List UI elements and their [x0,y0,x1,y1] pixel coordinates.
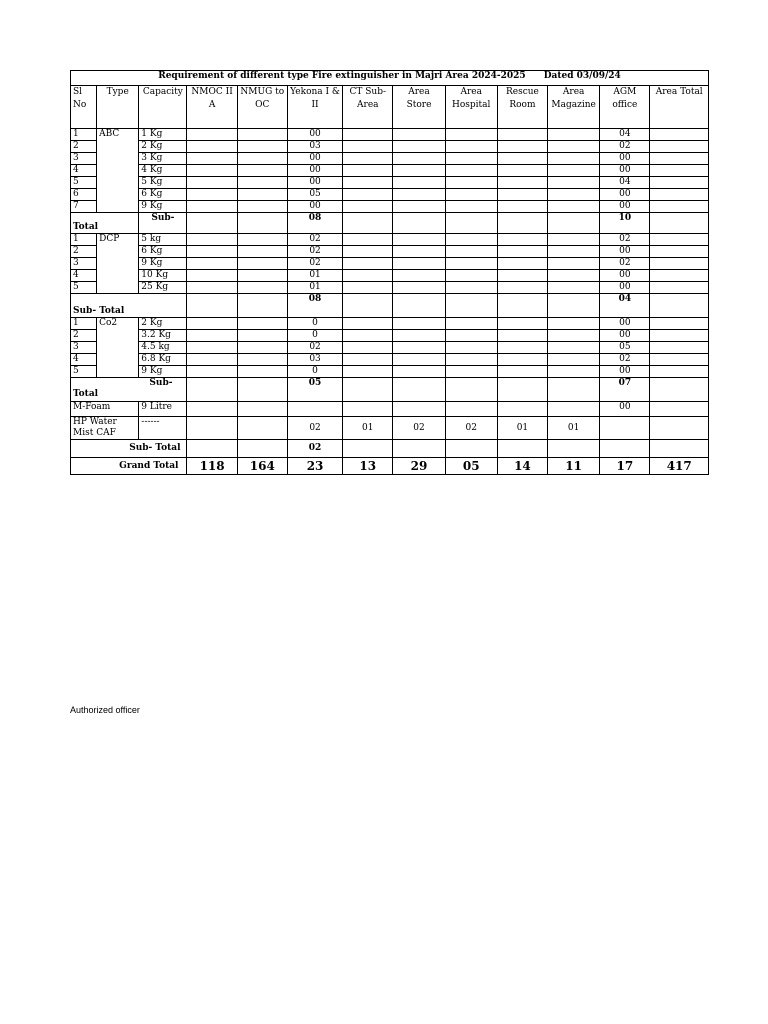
dcp-row [71,246,709,258]
dcp-yekona: 02 [287,234,342,246]
co2-row [71,366,709,378]
col-header-type: Type [97,86,139,129]
dcp-yekona: 02 [287,246,342,258]
abc-capacity: 3 Kg [139,153,187,165]
abc-subtotal-yekona: 08 [287,213,342,234]
hp-subtotal-yekona: 02 [287,440,342,458]
abc-agm: 00 [600,153,650,165]
abc-row [71,153,709,165]
grand-total-nmoc: 118 [187,458,237,475]
dcp-row [71,282,709,294]
abc-sl: 4 [71,165,97,177]
co2-agm: 02 [600,354,650,366]
foam-row [71,402,709,417]
abc-capacity: 2 Kg [139,141,187,153]
dcp-row [71,234,709,246]
abc-subtotal-label-a: Sub- [139,213,187,234]
abc-capacity: 1 Kg [139,129,187,141]
abc-agm: 04 [600,129,650,141]
col-header-sl: Sl No [71,86,97,129]
abc-sl: 2 [71,141,97,153]
grand-total-magazine: 11 [548,458,600,475]
hp-capacity: ------ [139,417,187,440]
co2-subtotal-row [71,378,709,402]
co2-yekona: 0 [287,318,342,330]
abc-row [71,165,709,177]
abc-yekona: 00 [287,129,342,141]
dcp-capacity: 9 Kg [139,258,187,270]
co2-yekona: 0 [287,366,342,378]
abc-yekona: 05 [287,189,342,201]
co2-capacity: 2 Kg [139,318,187,330]
dcp-capacity: 25 Kg [139,282,187,294]
foam-type: M-Foam [71,402,139,417]
dcp-section [71,234,709,294]
abc-sl: 1 [71,129,97,141]
co2-yekona: 0 [287,330,342,342]
co2-capacity: 4.5 kg [139,342,187,354]
hp-yekona: 02 [287,417,342,440]
col-header-agm-office: AGM office [600,86,650,129]
col-header-nmoc: NMOC II A [187,86,237,129]
grand-total-row [71,458,709,475]
co2-agm: 00 [600,330,650,342]
abc-section [71,129,709,213]
abc-sl: 3 [71,153,97,165]
abc-row [71,189,709,201]
co2-capacity: 3.2 Kg [139,330,187,342]
dated-text: Dated 03/09/24 [543,71,621,81]
col-header-rescue-room: Rescue Room [497,86,547,129]
abc-subtotal-label-b: Total [73,222,99,232]
co2-yekona: 03 [287,354,342,366]
co2-row [71,318,709,330]
col-header-area-store: Area Store [393,86,445,129]
dcp-type: DCP [97,234,139,294]
dcp-agm: 00 [600,246,650,258]
abc-yekona: 00 [287,201,342,213]
abc-yekona: 00 [287,177,342,189]
hp-type: HP Water Mist CAF [71,417,139,440]
co2-agm: 00 [600,318,650,330]
col-header-area-hospital: Area Hospital [445,86,497,129]
abc-row [71,177,709,189]
co2-sl: 1 [71,318,97,330]
abc-capacity: 6 Kg [139,189,187,201]
dcp-row [71,270,709,282]
abc-agm: 00 [600,189,650,201]
grand-total-yekona: 23 [287,458,342,475]
co2-row [71,342,709,354]
abc-type: ABC [97,129,139,213]
abc-yekona: 00 [287,165,342,177]
col-header-nmug: NMUG to OC [237,86,287,129]
co2-row [71,330,709,342]
dcp-subtotal-agm: 04 [600,294,650,318]
abc-sl: 5 [71,177,97,189]
col-header-area-magazine: Area Magazine [548,86,600,129]
dcp-capacity: 10 Kg [139,270,187,282]
abc-capacity: 4 Kg [139,165,187,177]
dcp-subtotal-row [71,294,709,318]
grand-total-hospital: 05 [445,458,497,475]
abc-agm: 04 [600,177,650,189]
abc-subtotal-agm: 10 [600,213,650,234]
col-header-capacity: Capacity [139,86,187,129]
hp-rescue: 01 [497,417,547,440]
abc-yekona: 00 [287,153,342,165]
grand-total-rescue: 14 [497,458,547,475]
hp-subtotal-row [71,440,709,458]
abc-yekona: 03 [287,141,342,153]
co2-subtotal-label-b: Total [73,389,99,399]
abc-agm: 02 [600,141,650,153]
dcp-sl: 2 [71,246,97,258]
co2-capacity: 6.8 Kg [139,354,187,366]
requirement-table [70,70,709,475]
grand-total-area: 417 [650,458,709,475]
co2-sl: 5 [71,366,97,378]
dcp-agm: 00 [600,282,650,294]
grand-total-label: Grand Total [71,458,187,475]
hp-ct: 01 [343,417,393,440]
abc-capacity: 9 Kg [139,201,187,213]
dcp-subtotal-yekona: 08 [287,294,342,318]
hp-subtotal-label: Sub- Total [71,440,187,458]
dcp-yekona: 01 [287,270,342,282]
hp-store: 02 [393,417,445,440]
col-header-area-total: Area Total [650,86,709,129]
co2-subtotal-label-a: Sub- [149,378,173,388]
dcp-sl: 5 [71,282,97,294]
hp-hospital: 02 [445,417,497,440]
dcp-agm: 02 [600,258,650,270]
abc-subtotal-row [71,213,709,234]
abc-sl: 6 [71,189,97,201]
dcp-subtotal-label: Sub- Total [73,306,125,316]
dcp-sl: 4 [71,270,97,282]
abc-row [71,141,709,153]
col-header-yekona: Yekona I & II [287,86,342,129]
dcp-yekona: 02 [287,258,342,270]
co2-type: Co2 [97,318,139,378]
dcp-row [71,258,709,270]
abc-row [71,201,709,213]
abc-row [71,129,709,141]
co2-sl: 4 [71,354,97,366]
dcp-sl: 3 [71,258,97,270]
dcp-agm: 02 [600,234,650,246]
hp-row [71,417,709,440]
co2-subtotal-agm: 07 [600,378,650,402]
abc-capacity: 5 Kg [139,177,187,189]
header-row [71,86,709,129]
co2-agm: 00 [600,366,650,378]
co2-section [71,318,709,378]
grand-total-ct: 13 [343,458,393,475]
foam-agm: 00 [600,402,650,417]
foam-capacity: 9 Litre [139,402,187,417]
co2-sl: 3 [71,342,97,354]
grand-total-agm: 17 [600,458,650,475]
abc-agm: 00 [600,165,650,177]
grand-total-nmug: 164 [237,458,287,475]
dcp-yekona: 01 [287,282,342,294]
dcp-capacity: 6 Kg [139,246,187,258]
dcp-sl: 1 [71,234,97,246]
co2-row [71,354,709,366]
abc-sl: 7 [71,201,97,213]
co2-yekona: 02 [287,342,342,354]
hp-magazine: 01 [548,417,600,440]
dcp-capacity: 5 kg [139,234,187,246]
table-title [71,71,709,86]
grand-total-store: 29 [393,458,445,475]
co2-sl: 2 [71,330,97,342]
title-text: Requirement of different type Fire extinguisher in Majri Area 2024-2025 [158,71,526,81]
co2-agm: 05 [600,342,650,354]
authorized-officer-label: Authorized officer [70,705,140,715]
col-header-ct-sub-area: CT Sub-Area [343,86,393,129]
dcp-agm: 00 [600,270,650,282]
co2-capacity: 9 Kg [139,366,187,378]
co2-subtotal-yekona: 05 [287,378,342,402]
abc-agm: 00 [600,201,650,213]
